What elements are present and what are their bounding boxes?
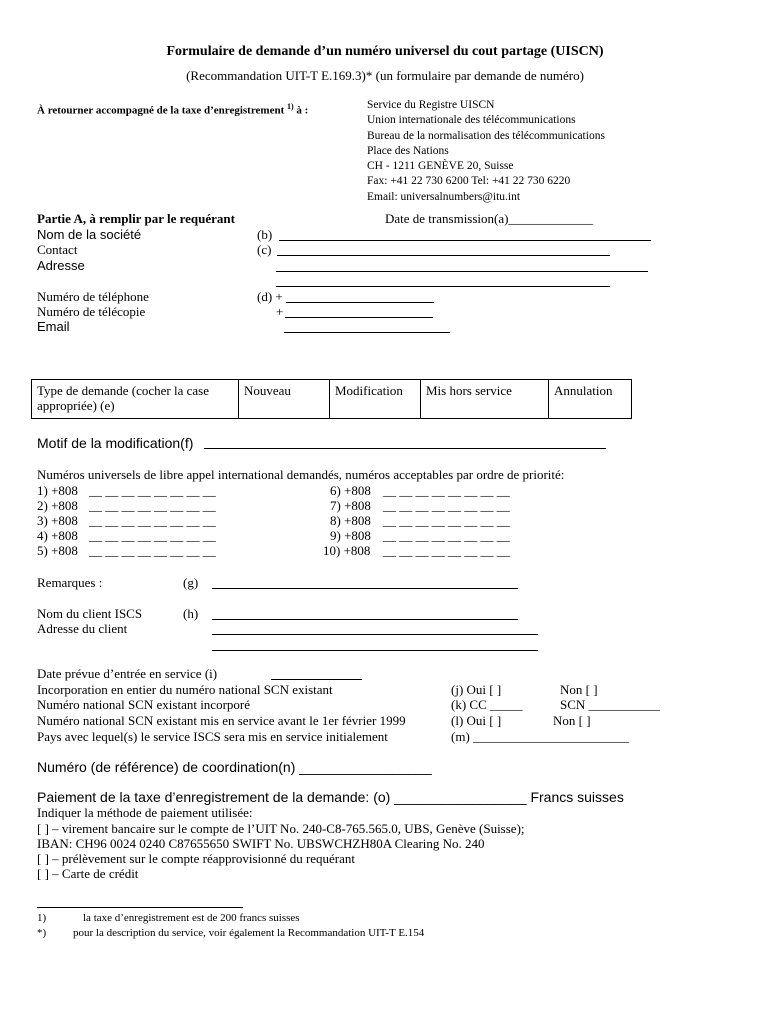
address-line: Bureau de la normalisation des télécommunications [367, 129, 605, 142]
number-right-7: 7) +808 [330, 498, 371, 513]
number-blank[interactable]: __ __ __ __ __ __ __ __ [89, 483, 216, 498]
number-blank[interactable]: __ __ __ __ __ __ __ __ [383, 528, 510, 543]
numbers-intro: Numéros universels de libre appel international demandés, numéros acceptables par ordre de priorité: [37, 467, 565, 482]
address-input-1[interactable] [276, 271, 648, 272]
number-blank[interactable]: __ __ __ __ __ __ __ __ [383, 543, 510, 558]
phone-input[interactable] [286, 302, 434, 303]
existing-scn-input[interactable]: SCN ___________ [560, 697, 661, 712]
return-label [37, 100, 308, 118]
service-date-label: Date prévue d’entrée en service (i) [37, 666, 218, 681]
footnote-text: pour la description du service, voir également la Recommandation UIT-T E.154 [73, 927, 425, 939]
iban-text: IBAN: CH96 0024 0240 C87655650 SWIFT No. UBSWCHZH80A Clearing No. 240 [37, 836, 485, 851]
coordination-field[interactable]: Numéro (de référence) de coordination(n) _________________ [37, 759, 432, 775]
service-date-input[interactable] [271, 679, 362, 680]
option-cancellation[interactable]: Annulation [549, 380, 632, 419]
address-line: Email: universalnumbers@itu.int [367, 190, 521, 203]
number-blank[interactable]: __ __ __ __ __ __ __ __ [89, 513, 216, 528]
number-left-4: 4) +808 [37, 528, 78, 543]
client-address-input-2[interactable] [212, 650, 538, 651]
address-line: Place des Nations [367, 144, 449, 157]
return-text: À retourner accompagné de la taxe d’enregistrement [37, 104, 285, 117]
company-code: (b) [257, 227, 273, 242]
client-name-label: Nom du client ISCS [37, 606, 143, 621]
contact-input[interactable] [277, 255, 610, 256]
address-input-2[interactable] [276, 286, 610, 287]
request-type-label: Type de demande (cocher la case appropriée) (e) [32, 380, 239, 419]
footnote-mark: 1) [37, 912, 47, 924]
payment-method-label: Indiquer la méthode de paiement utilisée: [37, 805, 253, 820]
address-line: Union internationale des télécommunications [367, 114, 576, 127]
number-left-2: 2) +808 [37, 498, 78, 513]
transmission-date-field[interactable]: Date de transmission(a)_____________ [385, 211, 593, 226]
incorporation-yes-checkbox[interactable]: (j) Oui [ ] [451, 682, 502, 697]
bank-transfer-option[interactable]: [ ] – virement bancaire sur le compte de l’UIT No. 240-C8-765.565.0, UBS, Genève (Suisse); [37, 821, 525, 836]
before-1999-yes-checkbox[interactable]: (l) Oui [ ] [451, 713, 502, 728]
number-left-1: 1) +808 [37, 483, 78, 498]
part-a-heading: Partie A, à remplir par le requérant [37, 211, 235, 226]
fax-label: Numéro de télécopie [37, 304, 146, 319]
existing-cc-input[interactable]: (k) CC _____ [451, 697, 523, 712]
number-right-9: 9) +808 [330, 528, 371, 543]
form-title: Formulaire de demande d’un numéro universel du cout partage (UISCN) [166, 44, 604, 59]
account-debit-option[interactable]: [ ] – prélèvement sur le compte réapprovisionné du requérant [37, 851, 356, 866]
number-left-5: 5) +808 [37, 543, 78, 558]
registry-address [367, 98, 605, 205]
address-label: Adresse [37, 258, 85, 273]
fax-input[interactable] [285, 317, 433, 318]
number-blank[interactable]: __ __ __ __ __ __ __ __ [383, 498, 510, 513]
remarks-code: (g) [183, 575, 199, 590]
footnote-separator [37, 907, 243, 908]
fee-payment-field[interactable]: Paiement de la taxe d’enregistrement de la demande: (o) _________________ Francs suisses [37, 789, 624, 805]
footnote-mark: *) [37, 927, 47, 939]
option-modification[interactable]: Modification [330, 380, 421, 419]
remarks-input[interactable] [212, 588, 518, 589]
credit-card-option[interactable]: [ ] – Carte de crédit [37, 866, 139, 881]
option-new[interactable]: Nouveau [239, 380, 330, 419]
number-blank[interactable]: __ __ __ __ __ __ __ __ [89, 543, 216, 558]
client-address-input-1[interactable] [212, 634, 538, 635]
email-input[interactable] [284, 332, 450, 333]
address-line: Service du Registre UISCN [367, 99, 495, 111]
countries-label: Pays avec lequel(s) le service ISCS sera mis en service initialement [37, 729, 388, 744]
countries-input[interactable]: (m) ________________________ [451, 729, 630, 744]
company-label: Nom de la société [37, 227, 142, 242]
form-subtitle: (Recommandation UIT-T E.169.3)* (un formulaire par demande de numéro) [186, 68, 584, 83]
motif-label: Motif de la modification(f) [37, 435, 194, 451]
client-address-label: Adresse du client [37, 621, 128, 636]
number-blank[interactable]: __ __ __ __ __ __ __ __ [89, 528, 216, 543]
number-right-8: 8) +808 [330, 513, 371, 528]
client-name-code: (h) [183, 606, 199, 621]
before-1999-label: Numéro national SCN existant mis en service avant le 1er février 1999 [37, 713, 406, 728]
option-out-of-service[interactable]: Mis hors service [421, 380, 549, 419]
company-input[interactable] [279, 240, 651, 241]
footnote-text: la taxe d’enregistrement est de 200 francs suisses [83, 912, 300, 924]
number-left-3: 3) +808 [37, 513, 78, 528]
address-line: Fax: +41 22 730 6200 Tel: +41 22 730 6220 [367, 175, 571, 188]
incorporation-no-checkbox[interactable]: Non [ ] [560, 682, 598, 697]
request-type-table [31, 379, 632, 419]
existing-scn-label: Numéro national SCN existant incorporé [37, 697, 251, 712]
remarks-label: Remarques : [37, 575, 103, 590]
number-blank[interactable]: __ __ __ __ __ __ __ __ [383, 513, 510, 528]
motif-input[interactable] [204, 448, 606, 449]
address-line: CH - 1211 GENÈVE 20, Suisse [367, 160, 514, 173]
before-1999-no-checkbox[interactable]: Non [ ] [553, 713, 591, 728]
number-right-10: 10) +808 [323, 543, 371, 558]
number-blank[interactable]: __ __ __ __ __ __ __ __ [383, 483, 510, 498]
number-blank[interactable]: __ __ __ __ __ __ __ __ [89, 498, 216, 513]
phone-label: Numéro de téléphone [37, 289, 149, 304]
client-name-input[interactable] [212, 619, 518, 620]
incorporation-label: Incorporation en entier du numéro national SCN existant [37, 682, 333, 697]
return-footnote-mark: 1) [287, 102, 294, 111]
contact-code: (c) [257, 242, 272, 257]
contact-label: Contact [37, 242, 78, 257]
fax-prefix: + [276, 304, 284, 319]
number-right-6: 6) +808 [330, 483, 371, 498]
return-colon: à : [296, 104, 309, 117]
email-label: Email [37, 319, 70, 334]
phone-code: (d) + [257, 289, 283, 304]
